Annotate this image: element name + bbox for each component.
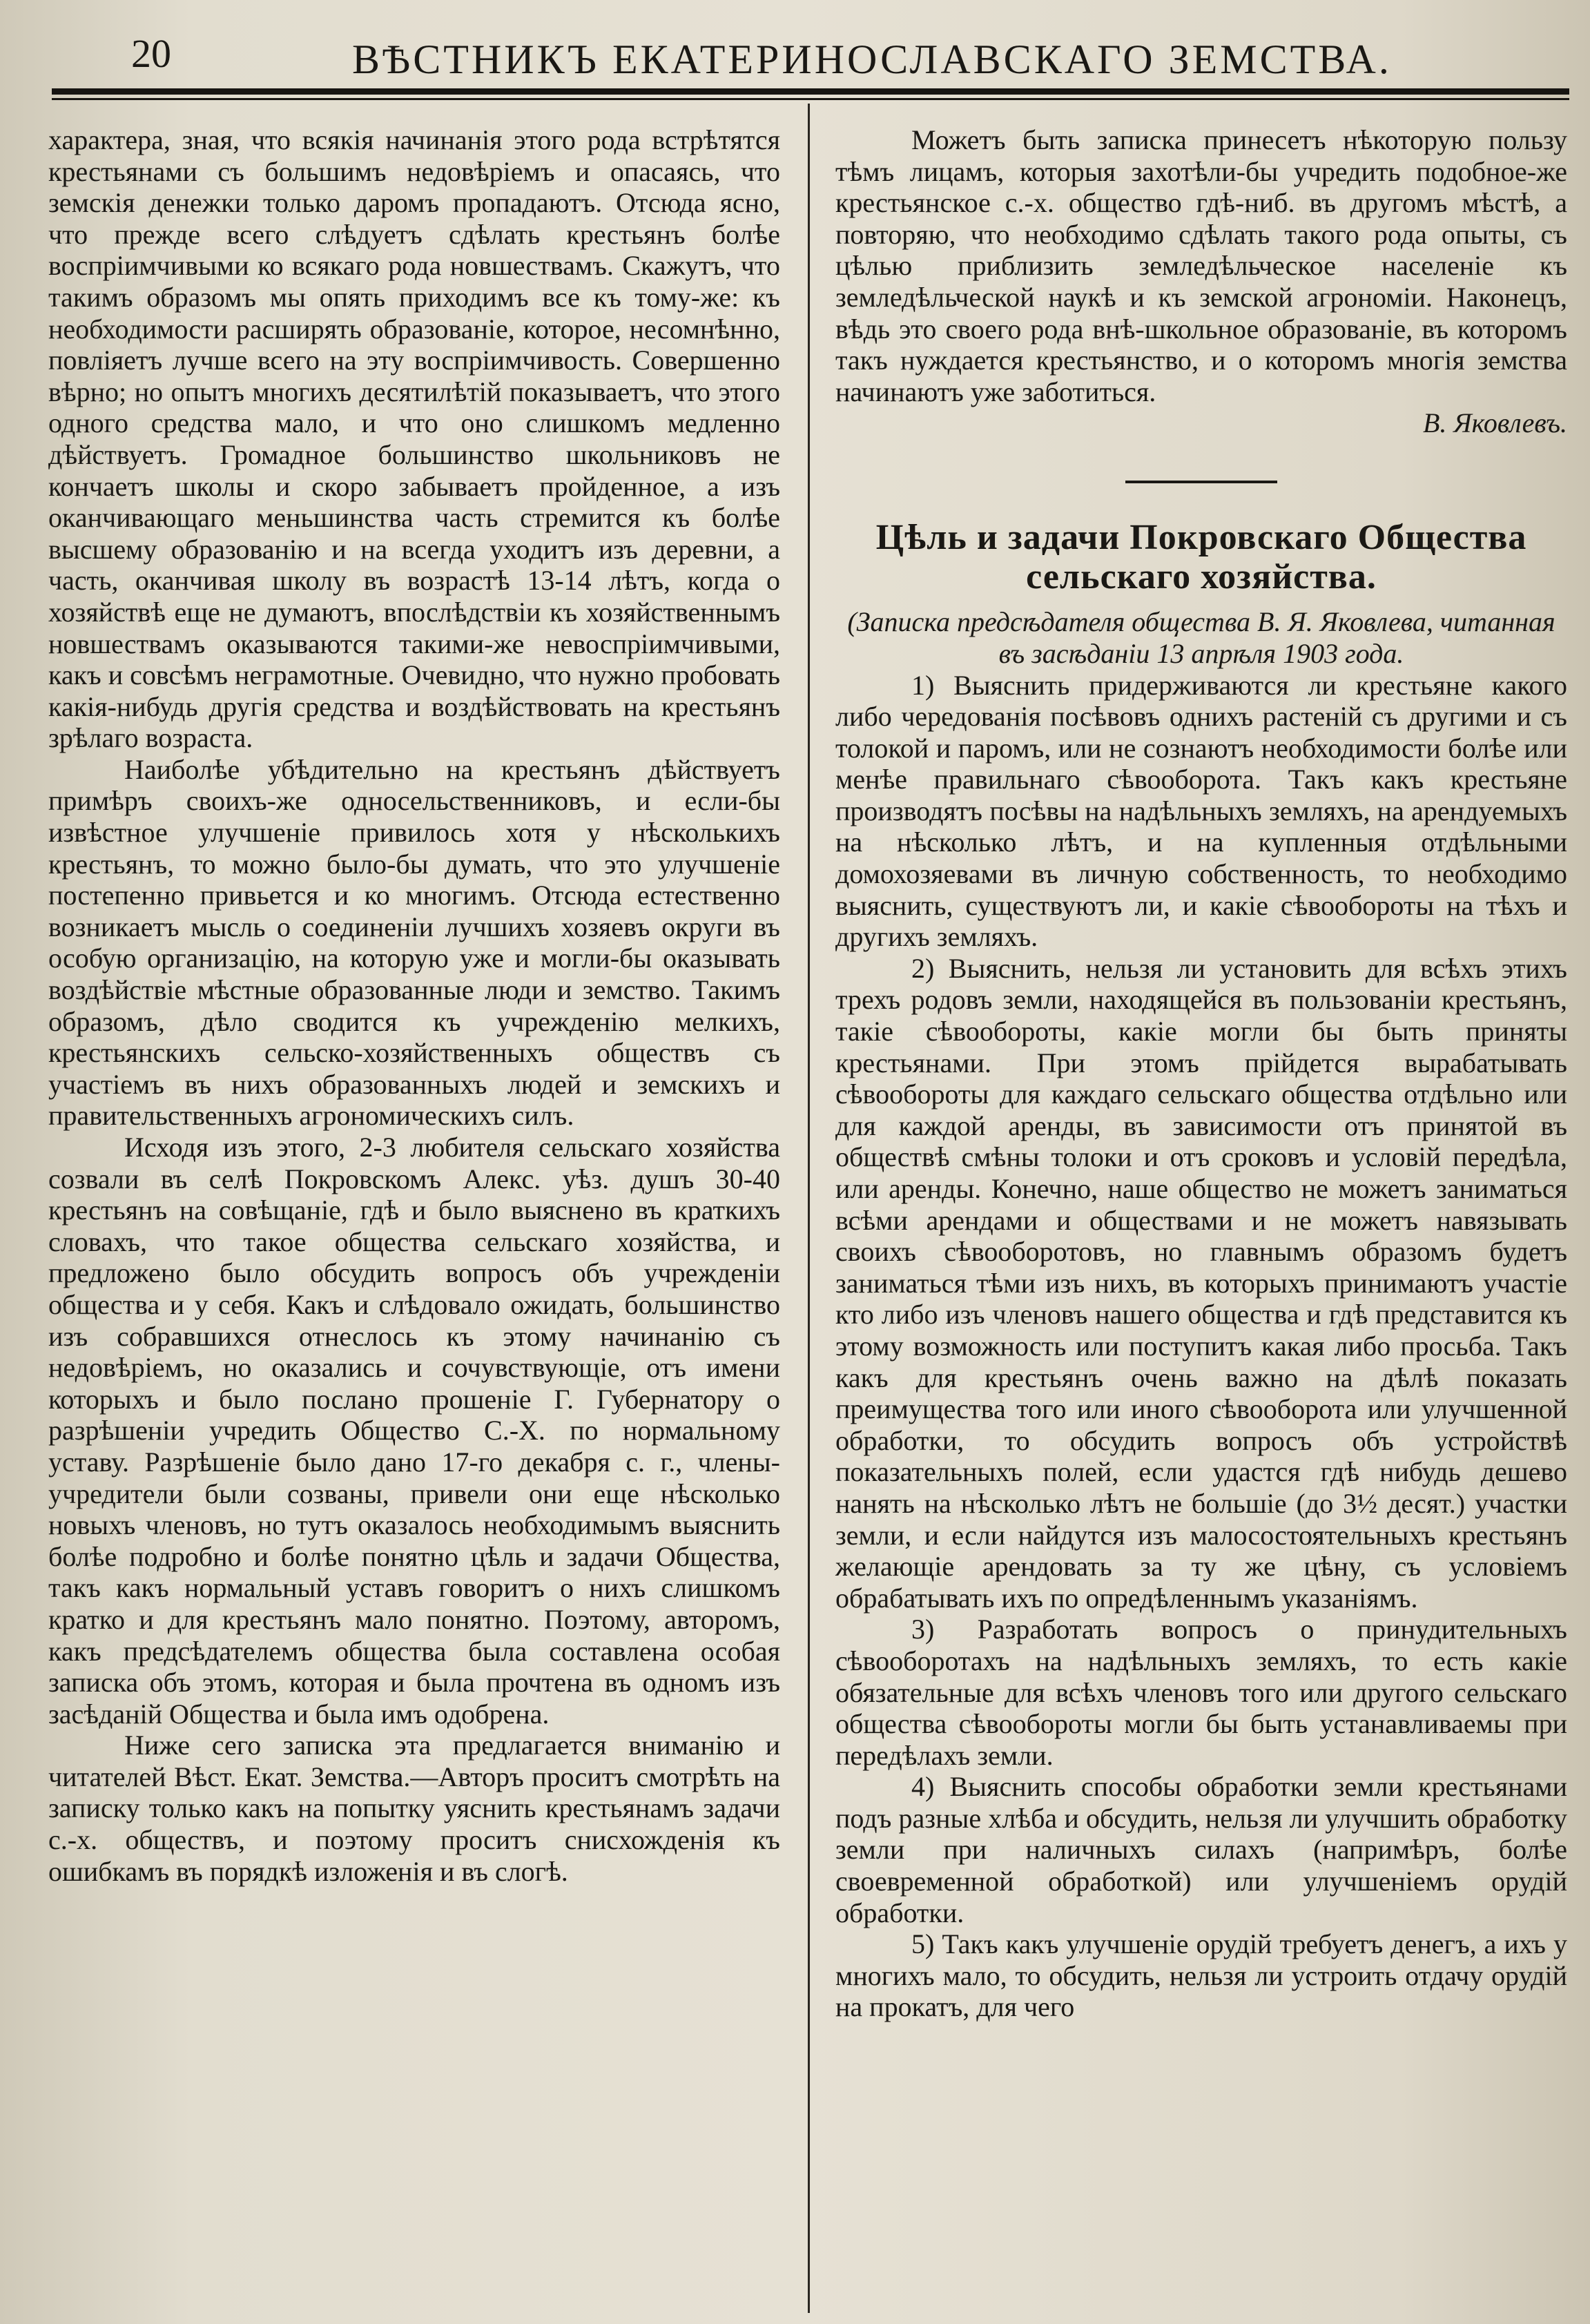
column-divider: [808, 104, 810, 2313]
article-item: 5) Такъ какъ улучшеніе орудій требуетъ денегъ, а ихъ у многихъ мало, то обсудить, нельзя ли устроить отдачу орудій на прокатъ, для чего: [835, 1928, 1567, 2023]
left-paragraph: Исходя изъ этого, 2-3 любителя сельскаго хозяйства созвали въ селѣ Покровскомъ Алекс. уѣз. душъ 30-40 крестьянъ на совѣщаніе, гдѣ и было выяснено въ краткихъ словахъ, что такое общества сельскаго хозяйства, и предложено было обсудить вопросъ объ учрежденіи общества и у себя. Какъ и слѣдовало ожидать, большинство изъ собравшихся отнеслось къ этому начинанію съ недовѣріемъ, но оказались и сочувствующіе, отъ имени которыхъ и было послано прошеніе Г. Губернатору о разрѣшеніи учредить Общество С.-Х. по нормальному уставу. Разрѣшеніе было дано 17-го декабря с. г., члены-учредители были созваны, привели они еще нѣсколько новыхъ членовъ, но тутъ оказалось необходимымъ выяснить болѣе подробно и болѣе понятно цѣль и задачи Общества, такъ какъ нормальный уставъ говоритъ о нихъ слишкомъ кратко и для крестьянъ мало понятно. Поэтому, авторомъ, какъ предсѣдателемъ общества была составлена особая записка объ этомъ, которая и была прочтена въ одномъ изъ засѣданій Общества и была имъ одобрена.: [48, 1132, 780, 1730]
article-title: Цѣль и задачи Покровскаго Общества сельскаго хозяйства.: [875, 517, 1527, 597]
article-subtitle: (Записка предсѣдателя общества В. Я. Яковлева, читанная въ засѣданіи 13 апрѣля 1903 года.: [847, 606, 1555, 669]
author-signature: В. Яковлевъ.: [1422, 407, 1567, 439]
article-item: 4) Выяснить способы обработки земли крестьянами подъ разные хлѣба и обсудить, нельзя ли улучшить обработку земли при наличныхъ силахъ (напримѣръ, болѣе своевременной обработкой) или улучшеніемъ орудій обработки.: [835, 1771, 1567, 1928]
section-divider: [1125, 481, 1277, 483]
left-column: [48, 124, 780, 1887]
page-number: 20: [131, 31, 171, 76]
header-rule-thick: [52, 88, 1569, 95]
page-header: [48, 21, 1549, 90]
left-paragraph: Ниже сего записка эта предлагается вниманію и читателей Вѣст. Екат. Земства.—Авторъ проситъ смотрѣть на записку только какъ на попытку уяснить крестьянамъ задачи с.-х. обществъ, и поэтому проситъ снисхожденія къ ошибкамъ въ порядкѣ изложенія и въ слогѣ.: [48, 1730, 780, 1887]
intro-paragraph: Можетъ быть записка принесетъ нѣкоторую пользу тѣмъ лицамъ, которыя захотѣли-бы учредить подобное-же крестьянское с.-х. общество гдѣ-ниб. въ другомъ мѣстѣ, а повторяю, что необходимо сдѣлать такого рода опыты, съ цѣлью приблизить земледѣльческое населеніе къ земледѣльческой наукѣ и къ земской агрономіи. Наконецъ, вѣдь это своего рода внѣ-школьное образованіе, въ которомъ такъ нуждается крестьянство, и о которомъ многія земства начинаютъ уже заботиться.: [835, 124, 1567, 407]
journal-title: ВѢСТНИКЪ ЕКАТЕРИНОСЛАВСКАГО ЗЕМСТВА.: [352, 37, 1392, 82]
header-rule-thin: [52, 98, 1569, 100]
article-item: 1) Выяснить придерживаются ли крестьяне какого либо чередованія посѣвовъ однихъ растеній съ другими и съ толокой и паромъ, или не сознаютъ необходимости болѣе или менѣе правильнаго сѣвооборота. Такъ какъ крестьяне производятъ посѣвы на надѣльныхъ земляхъ, на арендуемыхъ на нѣсколько лѣтъ, и на купленныя отдѣльными домохозяевами въ личную собственность, то необходимо выяснить, существуютъ ли, и какіе сѣвообороты на тѣхъ и другихъ земляхъ.: [835, 669, 1567, 953]
right-column: [835, 124, 1567, 2023]
left-paragraph: характера, зная, что всякія начинанія этого рода встрѣтятся крестьянами съ большимъ недовѣріемъ и опасаясь, что земскія денежки только даромъ пропадаютъ. Отсюда ясно, что прежде всего слѣдуетъ сдѣлать крестьянъ болѣе воспріимчивыми ко всякаго рода новшествамъ. Скажутъ, что такимъ образомъ мы опять приходимъ все къ тому-же: къ необходимости расширять образованіе, которое, несомнѣнно, повліяетъ лучше всего на эту воспріимчивость. Совершенно вѣрно; но опытъ многихъ десятилѣтій показываетъ, что этого одного средства мало, и что оно слишкомъ медленно дѣйствуетъ. Громадное большинство школьниковъ не кончаетъ школы и скоро забываетъ пройденное, а изъ оканчивающаго меньшинства часть стремится къ болѣе высшему образованію и на всегда уходитъ изъ деревни, а часть, оканчивая школу въ возрастѣ 13-14 лѣтъ, когда о хозяйствѣ еще не думаютъ, впослѣдствіи къ хозяйственнымъ новшествамъ оказываются такими-же невоспріимчивыми, какъ и совсѣмъ неграмотные. Очевидно, что нужно пробовать какія-нибудь другія средства и воздѣйствовать на крестьянъ зрѣлаго возраста.: [48, 124, 780, 754]
left-paragraph: Наиболѣе убѣдительно на крестьянъ дѣйствуетъ примѣръ своихъ-же односельственниковъ, и если-бы извѣстное улучшеніе привилось хотя у нѣсколькихъ крестьянъ, то можно было-бы думать, что это улучшеніе постепенно привьется и ко многимъ. Отсюда естественно возникаетъ мысль о соединеніи лучшихъ хозяевъ округи въ особую организацію, на которую уже и могли-бы оказывать воздѣйствіе мѣстные образованные люди и земство. Такимъ образомъ, дѣло сводится къ учрежденію мелкихъ, крестьянскихъ сельско-хозяйственныхъ обществъ съ участіемъ въ нихъ образованныхъ людей и земскихъ и правительственныхъ агрономическихъ силъ.: [48, 753, 780, 1132]
article-item: 3) Разработать вопросъ о принудительныхъ сѣвооборотахъ на надѣльныхъ земляхъ, то есть какіе обязательные для всѣхъ членовъ того или другого сельскаго общества сѣвообороты могли бы быть устанавливаемы при передѣлахъ земли.: [835, 1614, 1567, 1771]
article-item: 2) Выяснить, нельзя ли установить для всѣхъ этихъ трехъ родовъ земли, находящейся въ пользованіи крестьянъ, такіе сѣвообороты, какіе могли бы быть приняты крестьянами. При этомъ прійдется вырабатывать сѣвообороты для каждаго сельскаго общества отдѣльно или для каждой аренды, въ зависимости отъ принятой въ обществѣ смѣны толоки и отъ сроковъ и условій передѣла, или аренды. Конечно, наше общество не можетъ заниматься всѣми арендами и обществами и не можетъ навязывать своихъ сѣвооборотовъ, но главнымъ образомъ будетъ заниматься тѣми изъ нихъ, въ которыхъ принимаютъ участіе кто либо изъ членовъ нашего общества и гдѣ представится къ этому возможность или поступитъ какая либо просьба. Такъ какъ для крестьянъ очень важно на дѣлѣ показать преимущества того или иного сѣвооборота или улучшенной обработки, то обсудить вопросъ объ устройствѣ показательныхъ полей, если удастся гдѣ нибудь дешево нанять на нѣсколько лѣтъ не большіе (до 3½ десят.) участки земли, и если найдутся изъ малосостоятельныхъ крестьянъ желающіе арендовать за ту же цѣну, съ условіемъ обрабатывать ихъ по опредѣленнымъ указаніямъ.: [835, 952, 1567, 1614]
